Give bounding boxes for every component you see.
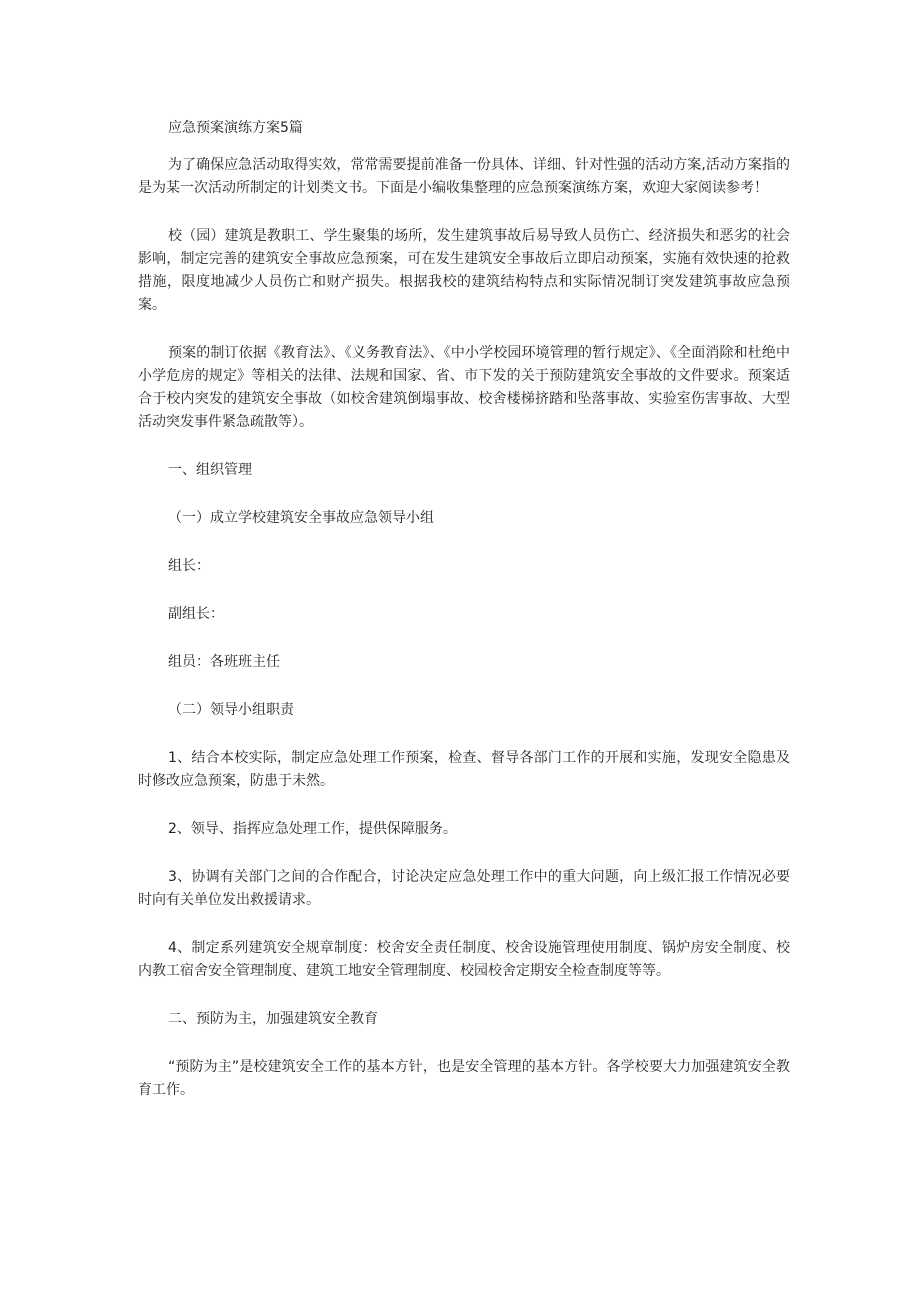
section-heading-2: 二、预防为主，加强建筑安全教育 <box>168 1011 378 1027</box>
members-line: 组员：各班班主任 <box>168 654 280 670</box>
duty-item-4: 4、制定系列建筑安全规章制度：校舍安全责任制度、校舍设施管理使用制度、锅炉房安全制度、校内教工宿舍安全管理制度、建筑工地安全管理制度、校园校舍定期安全检查制度等等。 <box>138 940 790 979</box>
basis-paragraph: 预案的制订依据《教育法》、《义务教育法》、《中小学校园环境管理的暂行规定》、《全面消除和杜绝中小学危房的规定》等相关的法律、法规和国家、省、市下发的关于预防建筑安全事故的文件要求。预案适合于校内突发的建筑安全事故（如校舍建筑倒塌事故、校舍楼梯挤踏和坠落事故、实验室伤害事故、大型活动突发事件紧急疏散等）。 <box>138 345 790 430</box>
background-paragraph: 校（园）建筑是教职工、学生聚集的场所，发生建筑事故后易导致人员伤亡、经济损失和恶劣的社会影响，制定完善的建筑安全事故应急预案，可在发生建筑安全事故后立即启动预案，实施有效快速的抢救措施，限度地减少人员伤亡和财产损失。根据我校的建筑结构特点和实际情况制订突发建筑事故应急预案。 <box>138 228 790 313</box>
subsection-heading-1: （一）成立学校建筑安全事故应急领导小组 <box>168 510 434 526</box>
deputy-leader-line: 副组长： <box>168 606 224 622</box>
intro-paragraph: 为了确保应急活动取得实效，常常需要提前准备一份具体、详细、针对性强的活动方案,活动方案指的是为某一次活动所制定的计划类文书。下面是小编收集整理的应急预案演练方案，欢迎大家阅读参考！ <box>138 157 790 196</box>
group-leader-line: 组长： <box>168 558 210 574</box>
document-page <box>138 117 790 1102</box>
duty-item-3: 3、协调有关部门之间的合作配合，讨论决定应急处理工作中的重大问题，向上级汇报工作情况必要时向有关单位发出救援请求。 <box>138 869 790 908</box>
duty-item-2: 2、领导、指挥应急处理工作，提供保障服务。 <box>168 821 457 837</box>
duty-item-1: 1、结合本校实际，制定应急处理工作预案，检查、督导各部门工作的开展和实施，发现安全隐患及时修改应急预案，防患于未然。 <box>138 750 790 789</box>
section-heading-1: 一、组织管理 <box>168 462 252 478</box>
prevention-paragraph: “预防为主”是校建筑安全工作的基本方针，也是安全管理的基本方针。各学校要大力加强建筑安全教育工作。 <box>138 1059 790 1098</box>
document-title: 应急预案演练方案5篇 <box>168 120 303 136</box>
subsection-heading-2: （二）领导小组职责 <box>168 702 294 718</box>
